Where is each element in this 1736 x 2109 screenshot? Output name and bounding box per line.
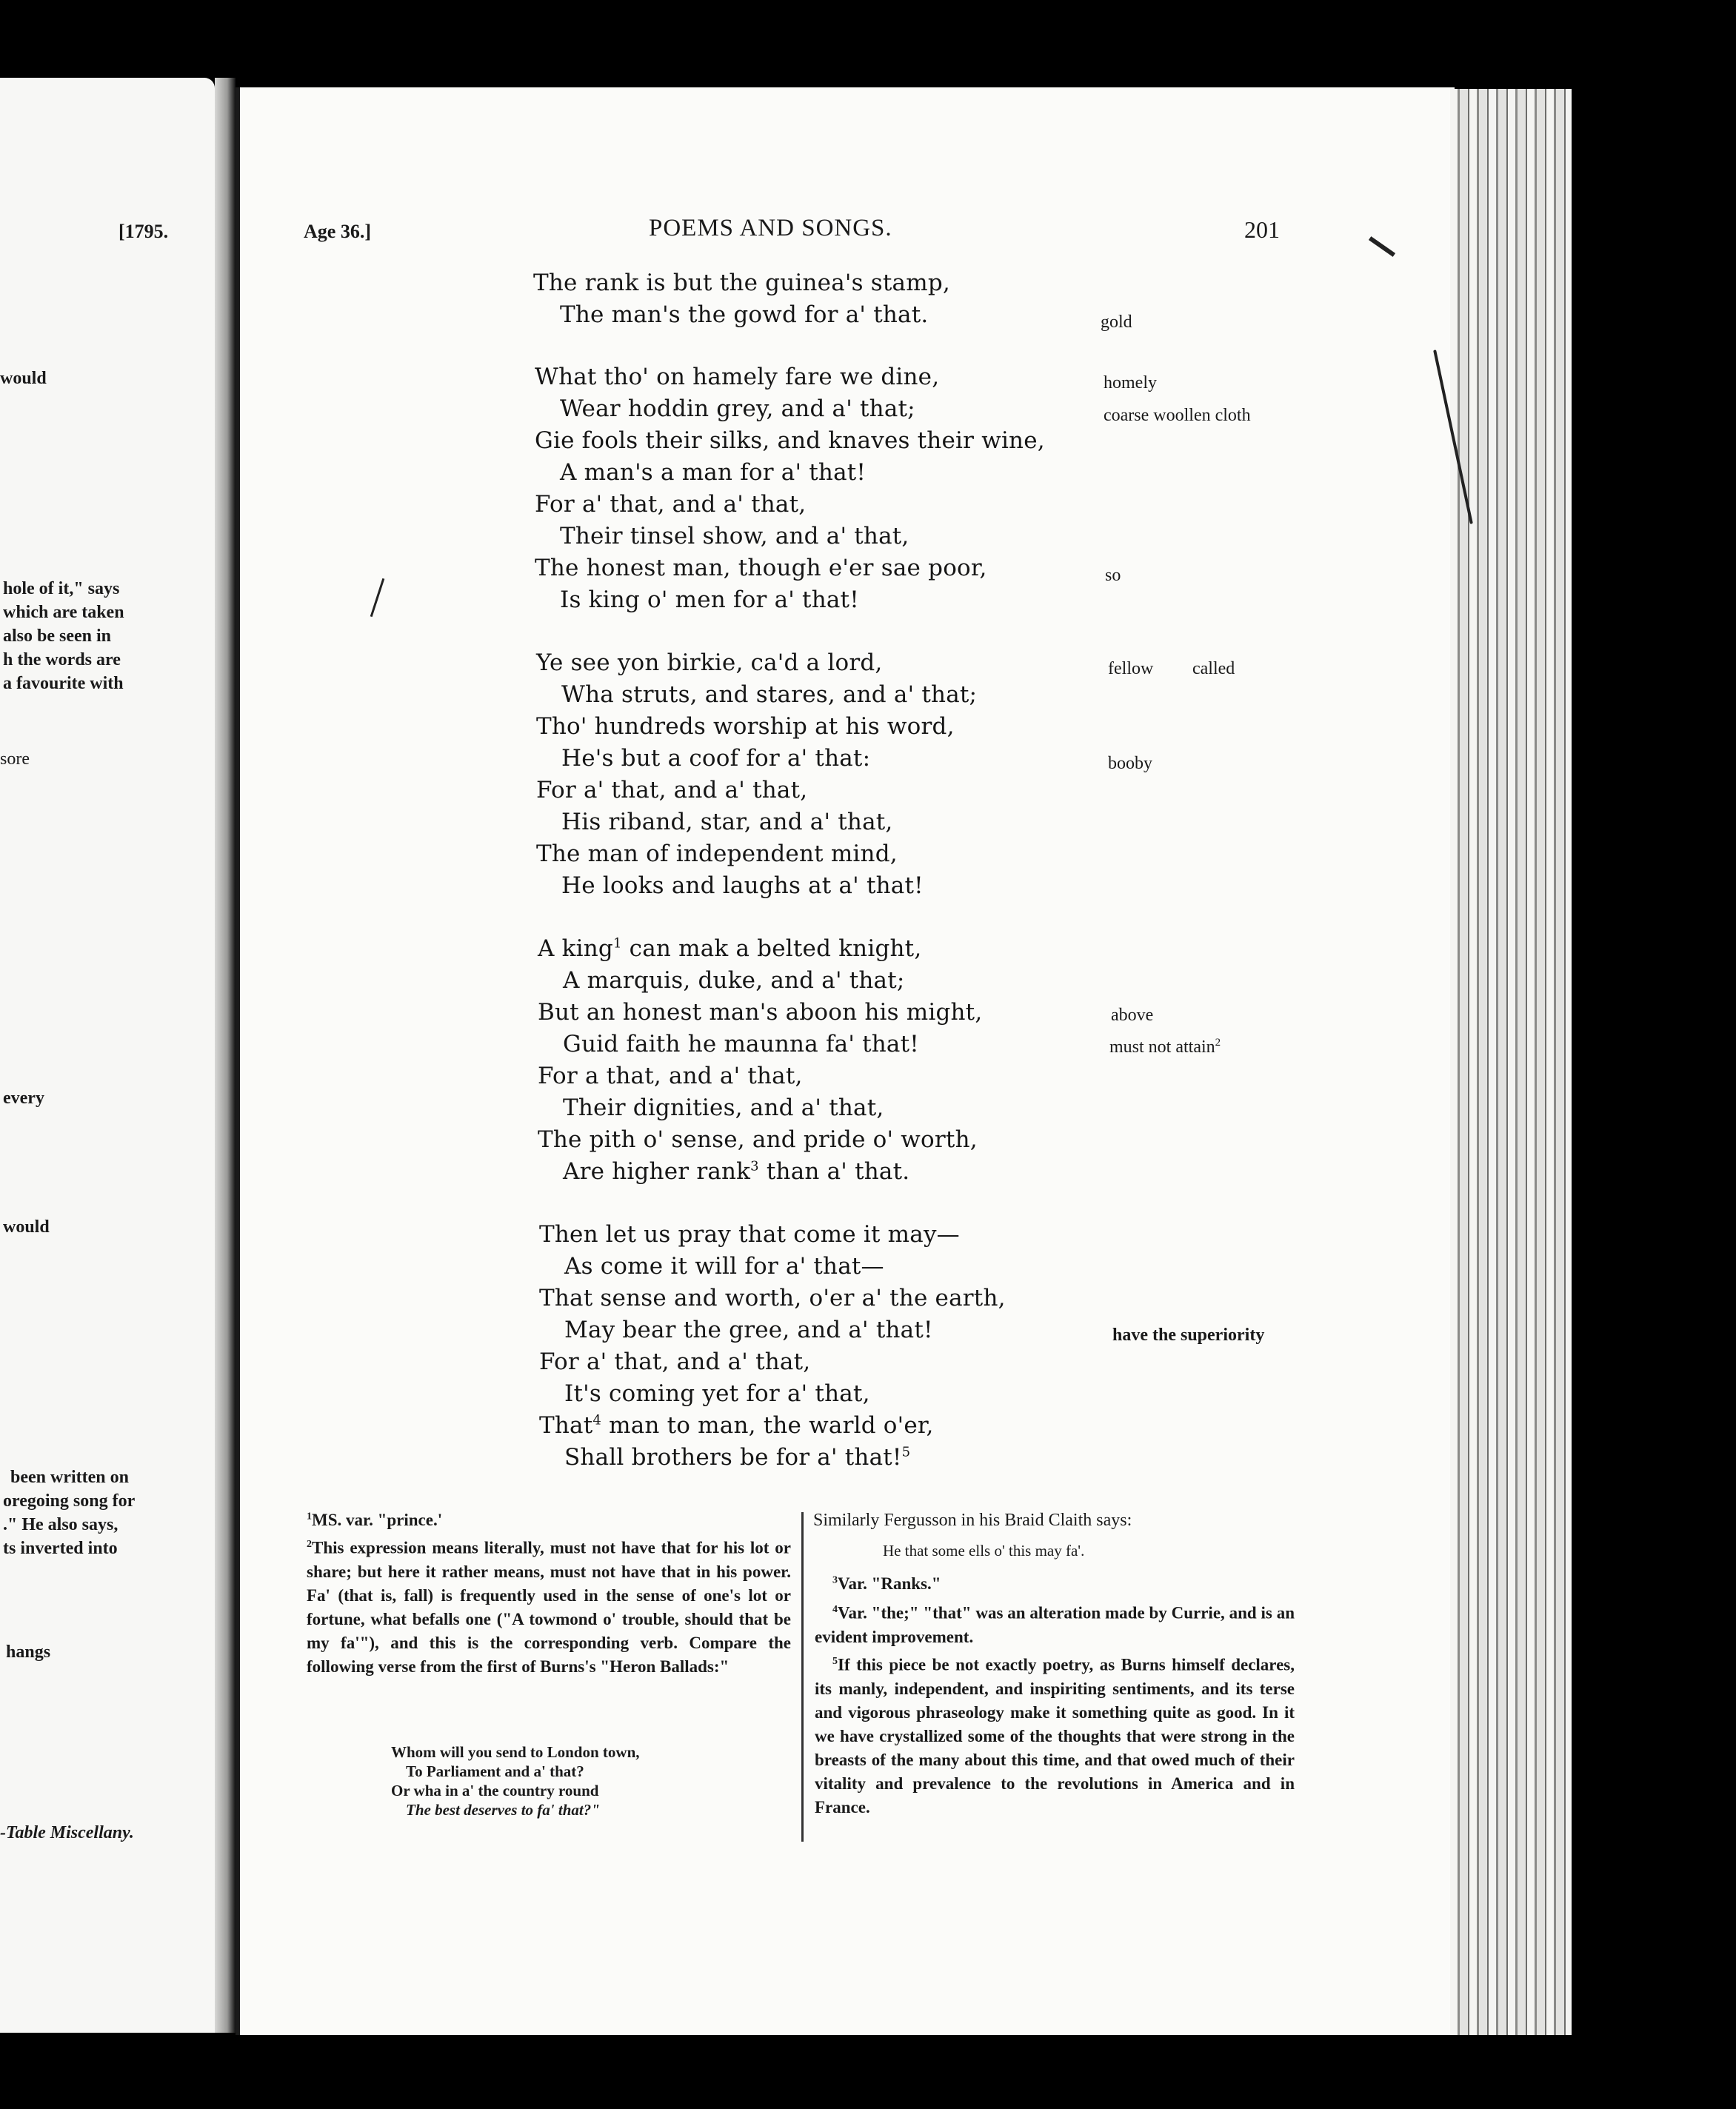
left-fragment: every (3, 1089, 44, 1108)
left-fragment: also be seen in (3, 626, 112, 646)
poem-line: Wear hoddin grey, and a' that; (560, 395, 915, 422)
poem-line: Tho' hundreds worship at his word, (536, 713, 955, 740)
poem-line-end: can mak a belted knight, (629, 935, 922, 962)
fergusson-intro: Similarly Fergusson in his Braid Claith says: (813, 1511, 1132, 1530)
gloss: have the superiority (1112, 1326, 1265, 1345)
poem-line: Guid faith he maunna fa' that! (563, 1031, 919, 1057)
poem-line (564, 1444, 910, 1471)
poem-line: For a' that, and a' that, (535, 491, 807, 518)
left-fragment: hole of it," says (3, 579, 120, 598)
page-edges (1450, 89, 1572, 2035)
poem-line: Ye see yon birkie, ca'd a lord, (536, 649, 883, 676)
footnote-4 (815, 1598, 1295, 1649)
left-fragment: been written on (10, 1468, 129, 1487)
left-fragment: ts inverted into (3, 1539, 118, 1558)
footnote-ref: 5 (901, 1444, 911, 1460)
footnote-5 (815, 1650, 1295, 1819)
left-fragment: which are taken (3, 603, 124, 622)
left-fragment: -Table Miscellany. (0, 1823, 134, 1842)
poem-line: His riband, star, and a' that, (561, 809, 893, 835)
left-fragment: would (3, 1217, 50, 1237)
footnote-text: This expression means literally, must not have that for his lot or share; but here it rather means, must not have that in his power. Fa' (that is, fall) is frequently used in the sense of one's lot or fortune, what befalls one ("A towmond o' trouble, should that be my fa'"), and this is the corresponding verb. Compare the following verse from the first of Burns's "Heron Ballads:" (307, 1538, 791, 1676)
gloss: fellow (1108, 659, 1154, 678)
left-fragment: would (0, 369, 47, 388)
poem-line: That sense and worth, o'er a' the earth, (539, 1285, 1006, 1311)
page-number: 201 (1244, 216, 1280, 243)
footnote-3 (832, 1574, 941, 1594)
poem-line-start: Are higher rank (563, 1158, 751, 1185)
left-fragment: h the words are (3, 650, 121, 669)
poem-line: Their dignities, and a' that, (563, 1094, 884, 1121)
gloss: called (1192, 659, 1235, 678)
running-title: POEMS AND SONGS. (649, 215, 892, 241)
footnote-ref: 1 (612, 935, 622, 952)
footnote-column-divider (801, 1512, 804, 1842)
poem-line: A man's a man for a' that! (560, 459, 867, 486)
footnote-ref: 4 (592, 1412, 602, 1428)
poem-line: Gie fools their silks, and knaves their wine, (535, 427, 1045, 454)
poem-line-start: Shall brothers be for a' that! (564, 1444, 902, 1471)
left-fragment: sore (0, 749, 30, 769)
poem-line: For a' that, and a' that, (536, 777, 808, 803)
poem-line-start: A king (538, 935, 613, 962)
gloss-text: must not attain (1109, 1037, 1215, 1057)
poem-line: What tho' on hamely fare we dine, (535, 364, 940, 390)
poem-line: Their tinsel show, and a' that, (560, 523, 909, 549)
footnote-text: MS. var. "prince.' (312, 1511, 443, 1529)
age-marker: Age 36.] (304, 221, 371, 242)
footnote-mark: 5 (832, 1656, 838, 1667)
poem-line: Wha struts, and stares, and a' that; (561, 681, 978, 708)
poem-line: But an honest man's aboon his might, (538, 999, 983, 1026)
footnote-mark: 2 (307, 1539, 312, 1550)
poem-line: The pith o' sense, and pride o' worth, (538, 1126, 978, 1153)
gloss: homely (1104, 373, 1157, 392)
left-fragment: ." He also says, (3, 1515, 118, 1534)
left-fragment: hangs (6, 1642, 51, 1662)
poem-line: He looks and laughs at a' that! (561, 872, 924, 899)
poem-line: The man's the gowd for a' that. (560, 301, 929, 328)
footnote-ref: 2 (1215, 1037, 1221, 1049)
poem-line-end: man to man, the warld o'er, (609, 1412, 934, 1439)
poem-line (538, 935, 921, 962)
poem-line: He's but a coof for a' that: (561, 745, 871, 772)
poem-line (563, 1158, 909, 1185)
footnote-text: Var. "Ranks." (838, 1574, 941, 1593)
left-fragment: oregoing song for (3, 1491, 136, 1511)
gloss: coarse woollen cloth (1104, 406, 1251, 425)
quote-line: Or wha in a' the country round (391, 1782, 599, 1799)
poem-line-start: That (539, 1412, 593, 1439)
left-fragment: a favourite with (3, 674, 124, 693)
poem-line: Then let us pray that come it may— (539, 1221, 960, 1248)
poem-line: A marquis, duke, and a' that; (563, 967, 905, 994)
footnote-2 (307, 1533, 791, 1679)
footnote-ref: 3 (750, 1158, 759, 1174)
quote-line: To Parliament and a' that? (406, 1762, 584, 1780)
footnote-mark: 3 (832, 1574, 838, 1586)
quote-line: Whom will you send to London town, (391, 1743, 640, 1761)
gloss: above (1111, 1006, 1154, 1025)
poem-line: Is king o' men for a' that! (560, 586, 859, 613)
poem-line: It's coming yet for a' that, (564, 1380, 870, 1407)
gloss: so (1105, 566, 1121, 585)
quote-line: The best deserves to fa' that?" (406, 1801, 600, 1819)
left-page-year: [1795. (118, 221, 169, 242)
fergusson-quote: He that some ells o' this may fa'. (883, 1542, 1085, 1560)
footnote-mark: 1 (307, 1511, 312, 1523)
poem-line: The honest man, though e'er sae poor, (535, 555, 987, 581)
book-gutter (215, 78, 236, 2033)
poem-line: As come it will for a' that— (564, 1253, 884, 1280)
footnote-text: If this piece be not exactly poetry, as Burns himself declares, its manly, independent, and inspiriting sentiments, and its terse and vigorous phraseology make it something quite as good. In it we have crystallized some of the thoughts that were strong in the breasts of the many about this time, and that owed much of their vitality and prevalence to the revolutions in America and in France. (815, 1655, 1295, 1816)
gloss: booby (1108, 754, 1152, 773)
gloss: gold (1101, 312, 1132, 332)
footnote-text: Var. "the;" "that" was an alteration made by Currie, and is an evident improvement. (815, 1603, 1295, 1646)
poem-line: May bear the gree, and a' that! (564, 1317, 933, 1343)
poem-line: The rank is but the guinea's stamp, (533, 270, 950, 296)
poem-line-end: than a' that. (766, 1158, 910, 1185)
poem-line: For a' that, and a' that, (539, 1348, 811, 1375)
poem-line: For a that, and a' that, (538, 1063, 803, 1089)
footnote-1 (307, 1511, 442, 1530)
poem-line: The man of independent mind, (536, 840, 898, 867)
gloss (1109, 1037, 1221, 1057)
poem-line (539, 1412, 934, 1439)
footnote-mark: 4 (832, 1604, 838, 1615)
